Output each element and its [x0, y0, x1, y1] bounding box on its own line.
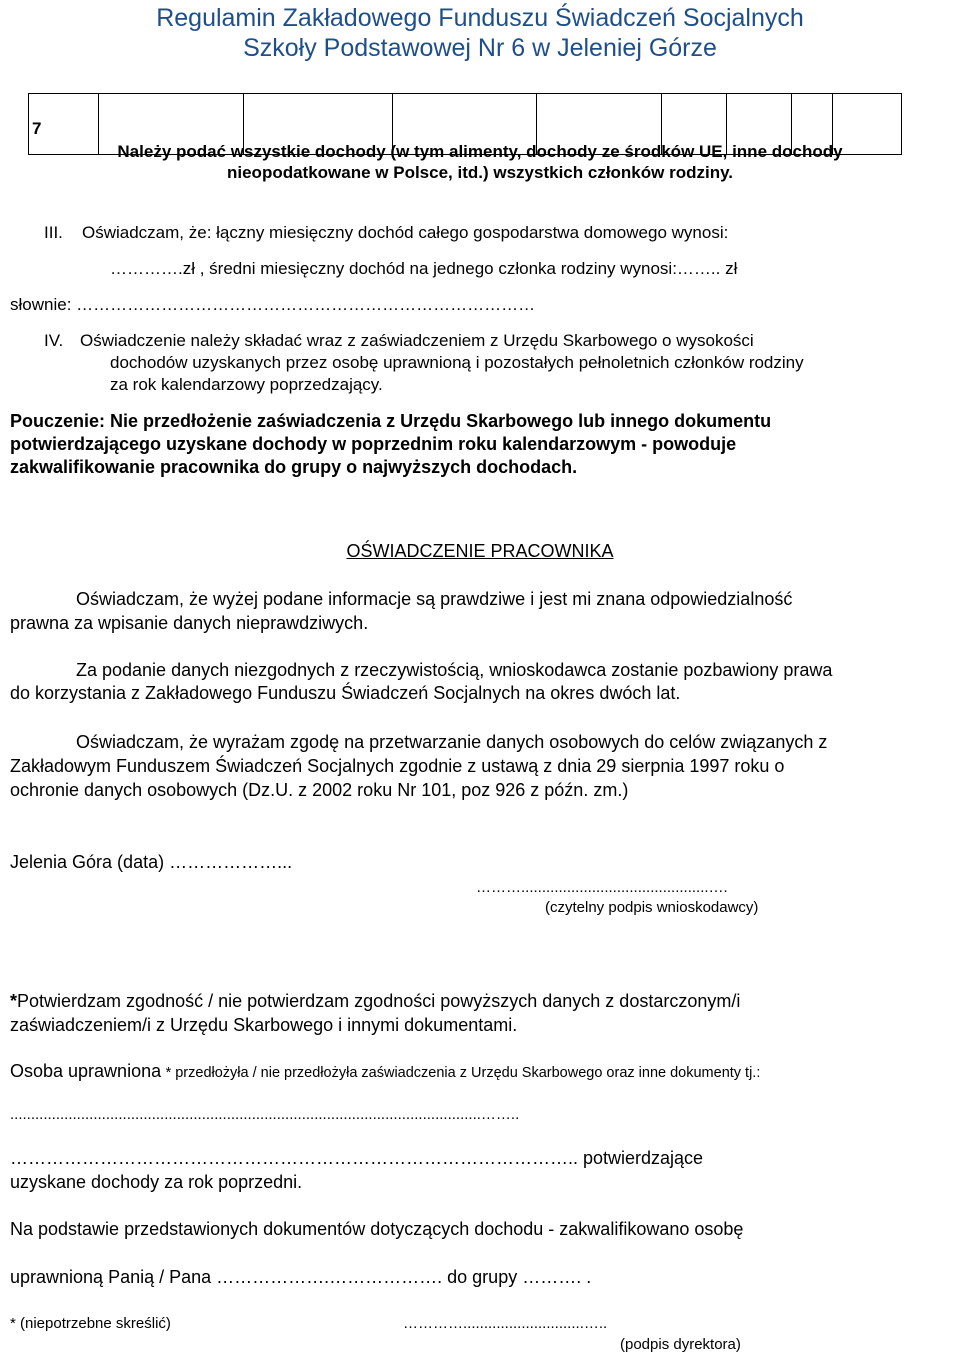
verification-star: *	[10, 991, 18, 1011]
header-title-line1: Regulamin Zakładowego Funduszu Świadczeń Socjalnych	[156, 4, 804, 32]
declaration-p2-line1: Za podanie danych niezgodnych z rzeczywistością, wnioskodawca zostanie pozbawiony prawa	[76, 660, 833, 680]
place-date-field: Jelenia Góra (data) ………………...	[10, 852, 293, 872]
declaration-p2-line2: do korzystania z Zakładowego Funduszu Świadczeń Socjalnych na okres dwóch lat.	[10, 683, 681, 703]
table-note-line1: Należy podać wszystkie dochody (w tym alimenty, dochody ze środków UE, inne dochody	[117, 142, 843, 161]
osoba-uprawniona-label: Osoba uprawniona	[10, 1061, 162, 1081]
section-iv-line1: Oświadczenie należy składać wraz z zaświadczeniem z Urzędu Skarbowego o wysokości	[80, 331, 754, 350]
confirm-line2: uzyskane dochody za rok poprzedni.	[10, 1172, 303, 1192]
table-note-line2: nieopodatkowane w Polsce, itd.) wszystkich członków rodziny.	[227, 163, 733, 182]
osoba-uprawniona-note: * przedłożyła / nie przedłożyła zaświadczenia z Urzędu Skarbowego oraz inne dokumenty tj.:	[165, 1065, 761, 1081]
applicant-signature-caption: (czytelny podpis wnioskodawcy)	[545, 899, 759, 916]
group-assignment-line: uprawnioną Panią / Pana ……………….………………. do grupy ………. .	[10, 1267, 592, 1287]
section-iii-income-line: ………….zł , średni miesięczny dochód na jednego członka rodziny wynosi:…….. zł	[110, 259, 738, 278]
verification-text: Potwierdzam zgodność / nie potwierdzam zgodności powyższych danych z dostarczonym/i	[17, 991, 741, 1011]
declaration-p3-line3: ochronie danych osobowych (Dz.U. z 2002 roku Nr 101, poz 926 z późn. zm.)	[10, 780, 629, 800]
pouczenie-line2: potwierdzającego uzyskane dochody w poprzednim roku kalendarzowym - powoduje	[10, 434, 737, 454]
osoba-uprawniona-line	[10, 1060, 760, 1082]
director-signature-dots: ………….............................…..	[403, 1315, 608, 1332]
header-title-line2: Szkoły Podstawowej Nr 6 w Jeleniej Górze	[243, 34, 717, 62]
director-signature-caption: (podpis dyrektora)	[620, 1336, 741, 1353]
section-iv-line3: za rok kalendarzowy poprzedzający.	[110, 375, 383, 394]
confirm-line1: ………………………………………………………………………………….. potwierdzające	[10, 1148, 704, 1168]
section-iii-words-line: słownie: ………………………………………………………………………	[10, 295, 536, 314]
pouczenie-line1: Pouczenie: Nie przedłożenie zaświadczenia z Urzędu Skarbowego lub innego dokumentu	[10, 411, 772, 431]
footnote: * (niepotrzebne skreślić)	[10, 1315, 171, 1332]
documents-dots-line: .................................................................................................................……..	[10, 1106, 520, 1123]
declaration-title: OŚWIADCZENIE PRACOWNIKA	[346, 541, 614, 561]
section-iv-number: IV.	[44, 331, 64, 350]
applicant-signature-dots: ……….............................................….	[476, 879, 728, 896]
declaration-p3-line1: Oświadczam, że wyrażam zgodę na przetwarzanie danych osobowych do celów związanych z	[76, 732, 828, 752]
declaration-p3-line2: Zakładowym Funduszem Świadczeń Socjalnych zgodnie z ustawą z dnia 29 sierpnia 1997 roku o	[10, 756, 785, 776]
declaration-p1-line2: prawna za wpisanie danych nieprawdziwych.	[10, 613, 369, 633]
section-iii-text: Oświadczam, że: łączny miesięczny dochód całego gospodarstwa domowego wynosi:	[82, 223, 729, 242]
declaration-p1-line1: Oświadczam, że wyżej podane informacje są prawdziwe i jest mi znana odpowiedzialność	[76, 589, 793, 609]
verification-line2: zaświadczeniem/i z Urzędu Skarbowego i innymi dokumentami.	[10, 1015, 518, 1035]
pouczenie-line3: zakwalifikowanie pracownika do grupy o najwyższych dochodach.	[10, 457, 578, 477]
row-number: 7	[32, 119, 42, 138]
section-iv-line2: dochodów uzyskanych przez osobę uprawnioną i pozostałych pełnoletnich członków rodziny	[110, 353, 804, 372]
section-iii-number: III.	[44, 223, 63, 242]
basis-line: Na podstawie przedstawionych dokumentów dotyczących dochodu - zakwalifikowano osobę	[10, 1219, 744, 1239]
verification-line1	[10, 990, 740, 1012]
